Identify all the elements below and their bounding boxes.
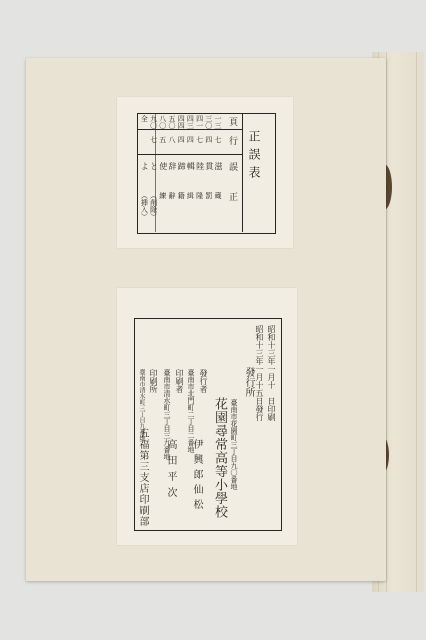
errata-cell-line: 七 <box>149 136 158 143</box>
errata-cell-page: 八〇 <box>158 115 167 129</box>
errata-header-wrong: 誤 <box>227 162 237 171</box>
errata-header-right: 正 <box>227 192 237 201</box>
printshop-name-line: 五福第三支店印刷部 <box>137 428 148 527</box>
errata-cell-wrong: 蹄 <box>177 162 187 170</box>
errata-cell-right: 罰 <box>204 192 213 199</box>
printer-name: 高田平次 <box>165 439 176 503</box>
errata-cell-right: 練 <box>158 192 167 199</box>
errata-header-line: 行 <box>227 136 237 145</box>
errata-cell-line: 五 <box>158 136 167 143</box>
errata-cell-wrong: 陸 <box>195 162 205 170</box>
errata-cell-right: 蔵 <box>214 192 222 199</box>
printed-date: 昭和十三年一月十 日印刷 <box>267 325 276 421</box>
errata-cell-line: 四 <box>177 136 186 143</box>
issuer-label: 發行者 <box>199 369 208 393</box>
issuer-name: 伊興郎仙松 <box>191 439 202 514</box>
errata-cell-line: 八 <box>168 136 176 143</box>
errata-cell-line: 七 <box>214 136 222 143</box>
errata-cell-page: 五〇 <box>168 115 176 129</box>
errata-cell-line: 四 <box>186 136 195 143</box>
errata-cell-wrong: と <box>149 162 159 170</box>
errata-cell-page: 全 <box>140 115 149 122</box>
errata-cell-right: 辭 <box>168 192 176 199</box>
errata-cell-wrong: 輯 <box>186 162 196 170</box>
errata-cell-right: 籍 <box>177 192 186 199</box>
errata-cell-line: 四 <box>204 136 213 143</box>
issuer-address: 臺南市北門町二丁目二番地 <box>187 369 195 453</box>
colophon <box>134 318 282 531</box>
errata-cell-wrong: 貫 <box>204 162 214 170</box>
errata-cell-page: 四一 <box>195 115 204 129</box>
errata-cell-wrong: 滋 <box>214 162 223 170</box>
publisher-label: 發行所 <box>243 367 254 397</box>
errata-cell-right: 緝 <box>186 192 195 199</box>
errata-table <box>137 113 276 234</box>
errata-cell-page: 九〇 <box>149 115 158 129</box>
errata-cell-right: 隆 <box>195 192 204 199</box>
errata-cell-wrong: よ <box>140 162 150 170</box>
published-date: 昭和十三年一月十五日發行 <box>255 325 264 421</box>
printshop-label: 印刷所 <box>149 369 158 393</box>
errata-cell-page: 四四 <box>177 115 186 129</box>
errata-cell-right: （削除） <box>149 192 158 220</box>
publisher-address: 臺南市花園町三丁目九〇番地 <box>230 399 238 490</box>
errata-header-page: 頁 <box>227 117 237 126</box>
errata-cell-page: 四三 <box>186 115 195 129</box>
errata-cell-wrong: 使 <box>158 162 168 170</box>
errata-cell-page: 一三 <box>214 115 222 129</box>
publisher-name: 花園尋常高等小學校 <box>212 397 227 519</box>
errata-cell-right: （挿入） <box>140 192 149 220</box>
printer-address: 臺南市清水町三丁目三九番地 <box>163 369 171 460</box>
errata-title: 正誤表 <box>247 130 261 184</box>
printer-label: 印刷者 <box>175 369 184 393</box>
errata-cell-wrong: 辞 <box>168 162 177 170</box>
errata-cell-page: 三〇 <box>204 115 213 129</box>
printshop-address: 臺南市清水町三丁目九番地 <box>138 369 145 441</box>
errata-cell-line: 七 <box>195 136 204 143</box>
